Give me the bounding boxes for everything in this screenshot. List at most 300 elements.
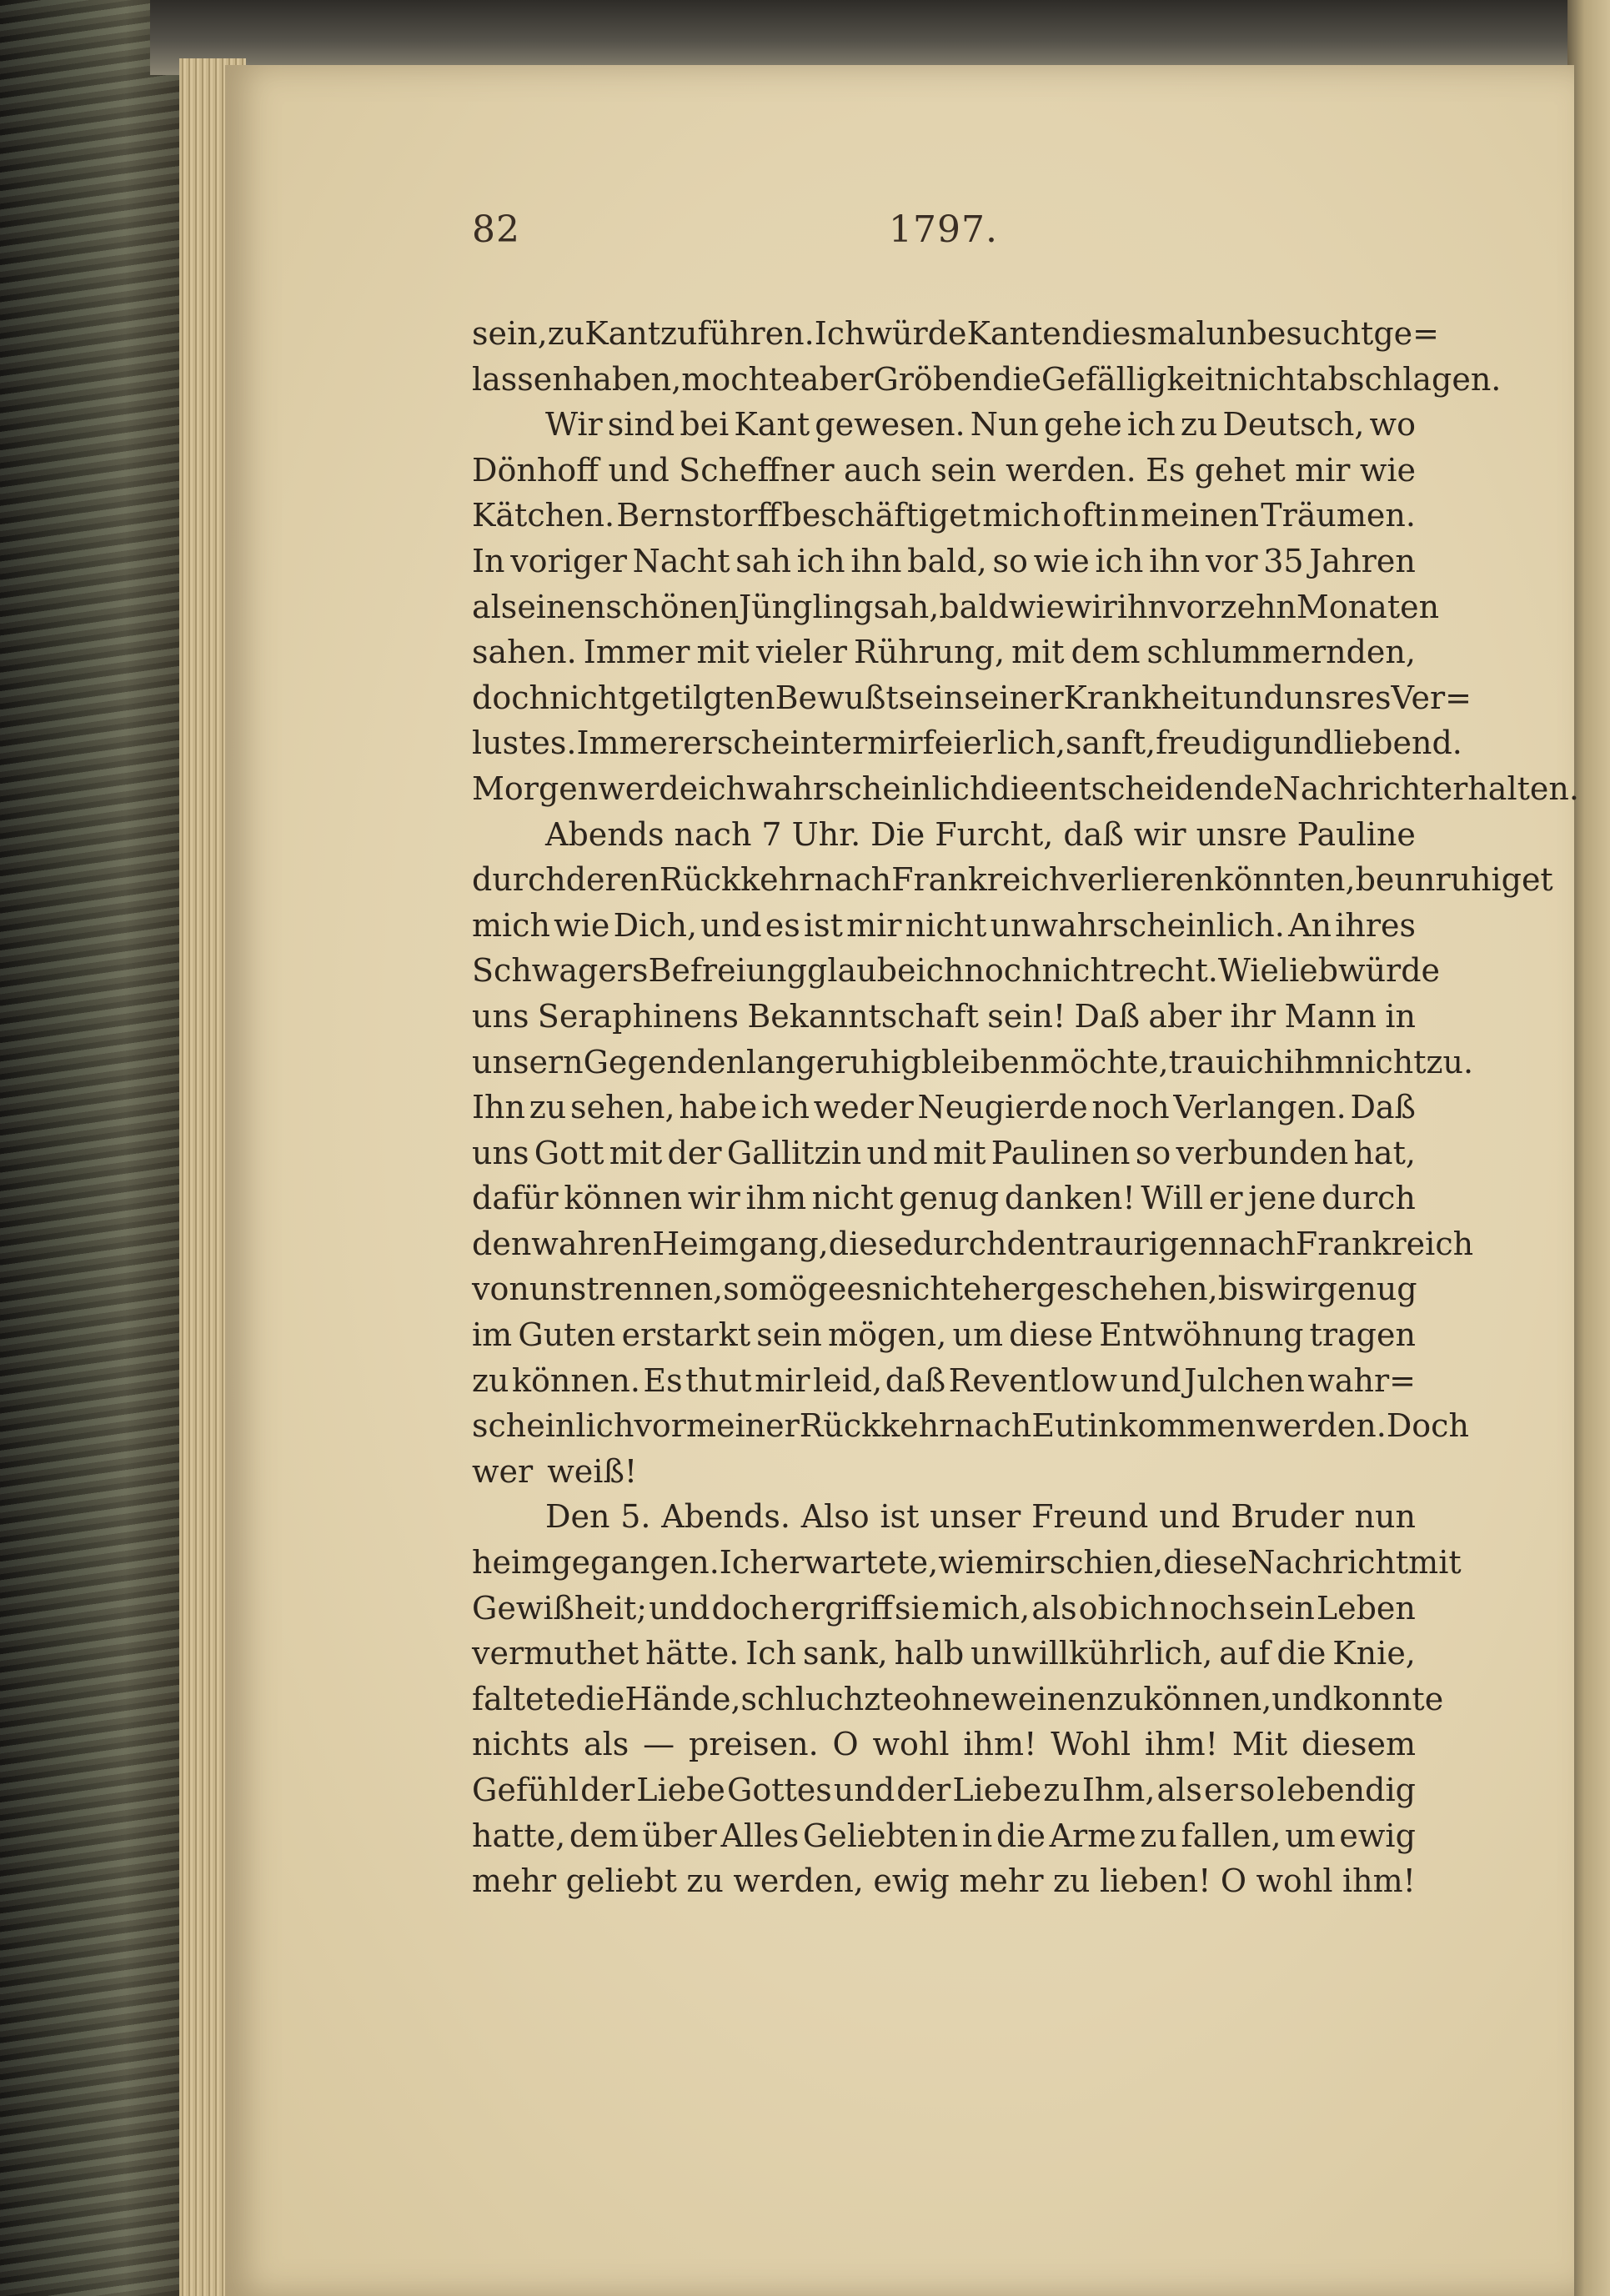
- text-line: [472, 1085, 1416, 1130]
- word: Eutin: [1031, 1407, 1119, 1445]
- word: feierlich,: [922, 724, 1066, 762]
- word: diese: [1163, 1544, 1248, 1582]
- word: ihr: [1230, 997, 1276, 1035]
- word: Ich: [745, 1635, 797, 1672]
- word: Gröben: [873, 360, 993, 398]
- word: hat,: [1353, 1134, 1416, 1171]
- word: bis: [1217, 1271, 1265, 1308]
- word: zu: [1043, 1772, 1081, 1808]
- word: zu: [529, 1089, 567, 1126]
- word: diese: [1009, 1316, 1094, 1354]
- word: gehet: [1194, 451, 1286, 489]
- word: wie: [1033, 542, 1090, 579]
- word: zu: [660, 315, 698, 352]
- text-line: [472, 629, 1416, 675]
- word: Jahren: [1309, 542, 1416, 579]
- word: zehn: [1220, 588, 1297, 625]
- word: thut: [685, 1361, 752, 1399]
- word: hatte,: [472, 1817, 566, 1854]
- word: mögen,: [828, 1316, 947, 1354]
- word: ergriff: [790, 1589, 893, 1627]
- word: ich: [1126, 406, 1176, 444]
- word: er: [833, 724, 868, 762]
- word: verbunden: [1176, 1134, 1349, 1171]
- word: weiß!: [547, 1452, 638, 1490]
- word: um: [952, 1316, 1003, 1354]
- word: so: [723, 1271, 759, 1308]
- word: auf: [1219, 1635, 1271, 1672]
- word: zu: [1140, 1817, 1177, 1854]
- word: und: [833, 1772, 895, 1808]
- word: Paulinen: [991, 1134, 1131, 1171]
- word: eher: [962, 1271, 1036, 1308]
- word: doch: [711, 1589, 790, 1627]
- word: Ich: [814, 315, 865, 352]
- page-header: [247, 208, 1414, 275]
- word: noch: [1169, 1589, 1248, 1627]
- page-number: 82: [472, 208, 520, 251]
- word: lustes.: [472, 724, 577, 762]
- word: schluchzte: [740, 1680, 912, 1717]
- word: würde: [865, 315, 967, 352]
- word: sahen.: [472, 634, 577, 671]
- word: ich: [796, 542, 845, 579]
- word: beunruhiget: [1355, 861, 1553, 899]
- word: unbesucht: [1206, 315, 1374, 352]
- word: Seraphinens: [537, 997, 740, 1035]
- word: und: [866, 1134, 928, 1171]
- word: Doch: [1386, 1407, 1469, 1445]
- text-line: [472, 1266, 1416, 1312]
- word: Will: [1141, 1180, 1204, 1217]
- word: lieben!: [1100, 1862, 1211, 1900]
- word: wahrscheinlich: [746, 770, 991, 807]
- text-line: [472, 311, 1439, 357]
- word: werde: [598, 770, 699, 807]
- word: preisen.: [689, 1726, 819, 1763]
- word: mit: [1011, 634, 1065, 671]
- word: fallen,: [1181, 1817, 1281, 1854]
- word: mich,: [941, 1589, 1031, 1627]
- text-line: [472, 402, 1416, 448]
- word: Gallitzin: [726, 1134, 862, 1171]
- word: seiner: [964, 679, 1064, 716]
- word: er: [1203, 1772, 1238, 1808]
- word: mich: [472, 906, 550, 944]
- word: lieb: [1278, 952, 1339, 990]
- word: Krankheit: [1063, 679, 1223, 716]
- text-line: [472, 720, 1462, 766]
- word: ich: [698, 770, 747, 807]
- word: und: [608, 451, 670, 489]
- word: trennen,: [586, 1271, 724, 1308]
- word: entscheidende: [1039, 770, 1273, 807]
- word: Freund: [1031, 1498, 1149, 1536]
- word: Gefühl: [472, 1772, 579, 1808]
- running-head-year: 1797.: [889, 208, 998, 251]
- text-line: [472, 1176, 1416, 1221]
- word: nicht: [881, 1271, 963, 1308]
- word: mit: [609, 1134, 663, 1171]
- word: tragen: [1309, 1316, 1416, 1354]
- word: Reventlow: [948, 1361, 1117, 1399]
- word: ich: [761, 1089, 810, 1126]
- word: werden,: [733, 1862, 864, 1900]
- word: nach: [814, 861, 892, 899]
- word: können,: [1143, 1680, 1272, 1717]
- word: wo: [1369, 406, 1416, 444]
- word: sie: [894, 1589, 940, 1627]
- text-line: [472, 766, 1579, 812]
- text-line: [472, 903, 1416, 949]
- word: weinen: [991, 1680, 1106, 1717]
- word: wie: [554, 906, 610, 944]
- word: Kant: [584, 315, 660, 352]
- word: mit: [933, 1134, 986, 1171]
- word: liebend.: [1333, 724, 1462, 762]
- word: sind: [607, 406, 675, 444]
- word: leid,: [813, 1361, 883, 1399]
- word: aber: [800, 360, 874, 398]
- word: bei: [680, 406, 730, 444]
- word: Immer: [583, 634, 690, 671]
- word: lebendig: [1276, 1772, 1416, 1808]
- text-line: [472, 448, 1416, 494]
- word: ihm!: [1342, 1862, 1416, 1900]
- word: unsre: [1196, 815, 1287, 853]
- word: als: [1156, 1772, 1202, 1808]
- word: der: [580, 1772, 635, 1808]
- word: Bernstorff: [616, 497, 780, 534]
- word: wie: [1008, 588, 1065, 625]
- word: erwartete,: [770, 1544, 939, 1582]
- word: 35: [1263, 542, 1304, 579]
- word: bald: [939, 588, 1009, 625]
- word: scheinlich: [472, 1407, 634, 1445]
- word: Bruder: [1231, 1498, 1344, 1536]
- word: kommen: [1118, 1407, 1256, 1445]
- word: Es: [1146, 451, 1186, 489]
- word: ihm!: [963, 1726, 1037, 1763]
- word: Bekanntschaft: [747, 997, 979, 1035]
- word: diesmal: [1081, 315, 1206, 352]
- text-line: [472, 1813, 1416, 1859]
- word: ihn: [1116, 588, 1168, 625]
- word: uns: [472, 997, 529, 1035]
- body-text: [472, 311, 1579, 1904]
- word: Guten: [518, 1316, 616, 1354]
- text-line: [472, 584, 1440, 630]
- word: daß: [1063, 815, 1124, 853]
- word: und: [700, 906, 762, 944]
- word: Gottes: [727, 1772, 832, 1808]
- word: 7: [761, 815, 782, 853]
- word: hätte.: [645, 1635, 740, 1672]
- word: haben,: [572, 360, 682, 398]
- word: Gefälligkeit: [1041, 360, 1228, 398]
- word: uns: [472, 1134, 529, 1171]
- word: trau: [1168, 1043, 1236, 1080]
- word: die: [990, 770, 1040, 807]
- word: 5.: [620, 1498, 651, 1536]
- word: sein,: [472, 315, 548, 352]
- word: den: [472, 1225, 532, 1262]
- word: Es: [643, 1361, 683, 1399]
- word: Entwöhnung: [1099, 1316, 1304, 1354]
- word: Wie: [1217, 952, 1279, 990]
- word: erhalten.: [1433, 770, 1579, 807]
- text-line: [472, 539, 1416, 584]
- word: In: [472, 542, 505, 579]
- word: mehr: [959, 1862, 1044, 1900]
- word: wie: [1359, 451, 1416, 489]
- word: durch: [1322, 1180, 1416, 1217]
- word: daß: [885, 1361, 946, 1399]
- word: deren: [565, 861, 660, 899]
- word: mehr: [472, 1862, 557, 1900]
- word: Gewißheit;: [472, 1589, 648, 1627]
- word: einen: [517, 588, 606, 625]
- word: dafür: [472, 1180, 559, 1217]
- word: werden.: [1006, 451, 1136, 489]
- word: ist: [880, 1498, 920, 1536]
- word: Verlangen.: [1173, 1089, 1347, 1126]
- word: durch: [912, 1225, 1007, 1262]
- word: Rückkehr: [799, 1407, 955, 1445]
- word: durch: [472, 861, 566, 899]
- text-line: [472, 1677, 1444, 1722]
- word: mit: [1408, 1544, 1462, 1582]
- word: Nachricht: [1272, 770, 1434, 807]
- word: könnten,: [1214, 861, 1356, 899]
- word: konnte: [1332, 1680, 1444, 1717]
- word: erscheint: [683, 724, 834, 762]
- word: nicht: [549, 679, 631, 716]
- text-line: [472, 675, 1472, 721]
- word: und: [1159, 1498, 1221, 1536]
- word: Mit: [1231, 1726, 1288, 1763]
- word: Frankreich: [1295, 1225, 1474, 1262]
- word: möchte,: [1040, 1043, 1169, 1080]
- word: wir: [687, 1180, 740, 1217]
- word: An: [1288, 906, 1332, 944]
- word: als: [472, 588, 518, 625]
- word: so: [1239, 1772, 1276, 1808]
- word: noch: [964, 952, 1042, 990]
- word: doch: [472, 679, 549, 716]
- text-line: [472, 1767, 1416, 1813]
- word: um: [1285, 1817, 1336, 1854]
- word: Geliebten: [802, 1817, 959, 1854]
- word: von: [472, 1271, 529, 1308]
- word: Liebe: [952, 1772, 1042, 1808]
- word: Julchen: [1184, 1361, 1305, 1399]
- word: geliebt: [565, 1862, 677, 1900]
- word: auch: [843, 451, 921, 489]
- word: können: [564, 1180, 683, 1217]
- word: vieler: [756, 634, 847, 671]
- word: Leben: [1316, 1589, 1416, 1627]
- word: voriger: [510, 542, 627, 579]
- word: Knie,: [1332, 1635, 1416, 1672]
- word: glaube: [807, 952, 916, 990]
- word: mochte: [681, 360, 800, 398]
- word: ewig: [873, 1862, 950, 1900]
- binding-top-edge: [150, 0, 1584, 75]
- word: Arme: [1049, 1817, 1136, 1854]
- word: jene: [1248, 1180, 1317, 1217]
- word: wir: [1064, 588, 1117, 625]
- text-line: [472, 948, 1441, 994]
- word: als: [1031, 1589, 1077, 1627]
- word: Die: [870, 815, 925, 853]
- word: nach: [1217, 1225, 1296, 1262]
- word: ich: [915, 952, 965, 990]
- word: weder: [813, 1089, 914, 1126]
- word: ich: [1119, 1589, 1168, 1627]
- word: lange: [746, 1043, 835, 1080]
- word: sanft,: [1066, 724, 1156, 762]
- word: Kätchen.: [472, 497, 615, 534]
- word: O: [832, 1726, 859, 1763]
- text-line: [472, 1040, 1474, 1085]
- word: als: [584, 1726, 629, 1763]
- word: so: [1135, 1134, 1171, 1171]
- word: Immer: [576, 724, 684, 762]
- word: zu: [1106, 1680, 1144, 1717]
- word: wie: [938, 1544, 995, 1582]
- text-line: [472, 857, 1553, 903]
- word: Kanten: [966, 315, 1082, 352]
- word: geschehen,: [1036, 1271, 1218, 1308]
- word: ihm!: [1145, 1726, 1218, 1763]
- word: nicht: [811, 1180, 894, 1217]
- word: mich: [982, 497, 1061, 534]
- word: sehen,: [570, 1089, 675, 1126]
- word: Dönhoff: [472, 451, 599, 489]
- word: unwillkührlich,: [971, 1635, 1213, 1672]
- word: die: [992, 360, 1042, 398]
- word: bald,: [907, 542, 987, 579]
- word: mir: [1295, 451, 1351, 489]
- word: recht.: [1123, 952, 1218, 990]
- word: Gegenden: [583, 1043, 746, 1080]
- word: gewesen.: [815, 406, 965, 444]
- word: Abends.: [661, 1498, 790, 1536]
- word: die: [996, 1817, 1046, 1854]
- text-line: [472, 1312, 1416, 1358]
- word: lassen: [472, 360, 573, 398]
- word: traurigen: [1066, 1225, 1218, 1262]
- word: schönen: [605, 588, 739, 625]
- word: getilgten: [630, 679, 775, 716]
- word: Rührung,: [853, 634, 1006, 671]
- word: schlummernden,: [1146, 634, 1416, 671]
- word: Jüngling: [738, 588, 874, 625]
- word: ohne: [911, 1680, 991, 1717]
- word: dem: [569, 1817, 639, 1854]
- word: nun: [1354, 1498, 1416, 1536]
- word: aber: [1148, 997, 1222, 1035]
- text-line: [472, 357, 1502, 403]
- word: Den: [545, 1498, 610, 1536]
- word: Deutsch,: [1222, 406, 1365, 444]
- word: wir: [1264, 1271, 1317, 1308]
- word: Frankreich: [891, 861, 1070, 899]
- word: Heimgang,: [652, 1225, 829, 1262]
- word: zu: [686, 1862, 724, 1900]
- word: zu: [1180, 406, 1218, 444]
- word: wohl: [1256, 1862, 1333, 1900]
- word: Scheffner: [679, 451, 835, 489]
- word: heimgegangen.: [472, 1544, 720, 1582]
- word: unsres: [1283, 679, 1392, 716]
- word: ihres: [1335, 906, 1416, 944]
- word: —: [643, 1726, 675, 1763]
- word: mit: [696, 634, 750, 671]
- word: und: [1222, 679, 1284, 716]
- word: in: [1107, 497, 1139, 534]
- text-line: [472, 1631, 1416, 1677]
- word: ihn: [1149, 542, 1201, 579]
- word: Ihn: [472, 1089, 525, 1126]
- word: Pauline: [1297, 815, 1416, 853]
- word: zu: [472, 1361, 509, 1399]
- word: oft: [1062, 497, 1106, 534]
- word: diesem: [1301, 1726, 1416, 1763]
- word: und: [1272, 724, 1334, 762]
- word: über: [642, 1817, 717, 1854]
- word: ge=: [1373, 315, 1439, 352]
- word: freudig: [1156, 724, 1273, 762]
- word: Ihm,: [1081, 1772, 1156, 1808]
- word: zu.: [1426, 1043, 1474, 1080]
- word: wohl: [872, 1726, 950, 1763]
- word: die: [1276, 1635, 1327, 1672]
- word: ihm: [745, 1180, 807, 1217]
- word: Also: [800, 1498, 870, 1536]
- word: Liebe: [636, 1772, 725, 1808]
- word: mir: [994, 1544, 1050, 1582]
- word: bleiben: [920, 1043, 1041, 1080]
- word: diese: [828, 1225, 913, 1262]
- word: Ver=: [1391, 679, 1472, 716]
- word: in: [1385, 997, 1416, 1035]
- word: im: [472, 1316, 513, 1354]
- word: zu: [547, 315, 585, 352]
- word: Kant: [734, 406, 810, 444]
- word: zu: [1053, 1862, 1091, 1900]
- word: ewig: [1339, 1817, 1416, 1854]
- text-line: [472, 1722, 1416, 1767]
- word: meinen: [1140, 497, 1259, 534]
- word: halb: [894, 1635, 965, 1672]
- text-line: [472, 1130, 1416, 1176]
- word: es: [765, 906, 800, 944]
- word: mir: [867, 724, 923, 762]
- word: erstarkt: [621, 1316, 751, 1354]
- word: ob: [1078, 1589, 1118, 1627]
- word: noch: [1091, 1089, 1170, 1126]
- word: Uhr.: [791, 815, 861, 853]
- word: führen.: [697, 315, 815, 352]
- word: und: [649, 1589, 710, 1627]
- word: sah,: [873, 588, 940, 625]
- word: sein: [1249, 1589, 1315, 1627]
- word: nicht: [905, 906, 987, 944]
- word: vermuthet: [472, 1635, 639, 1672]
- word: genug: [899, 1180, 1000, 1217]
